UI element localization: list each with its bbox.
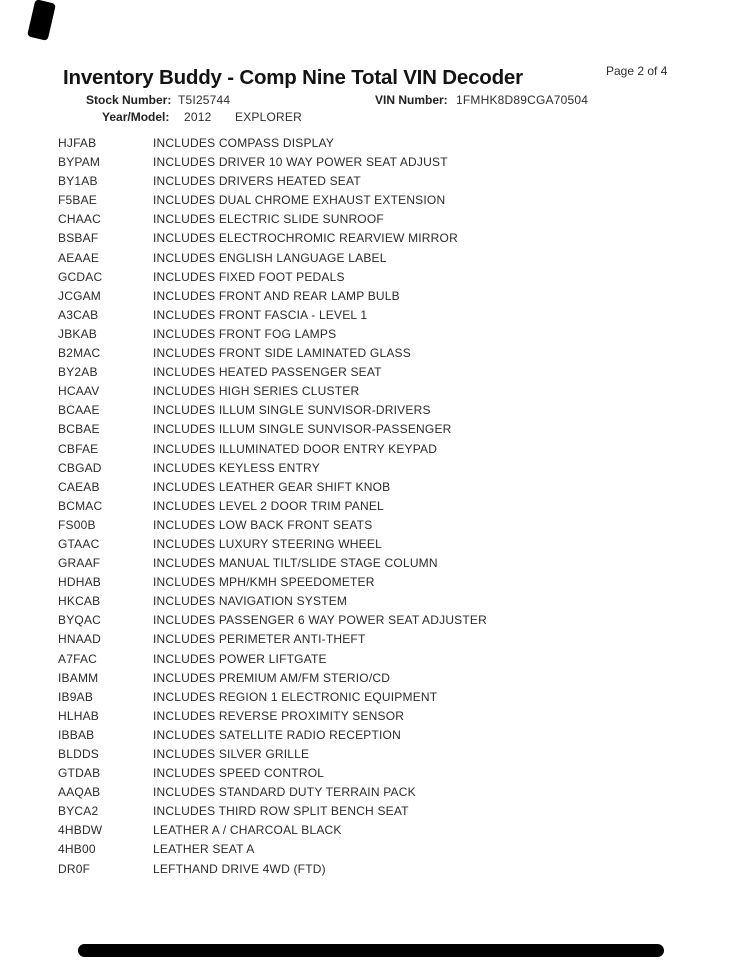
options-list [58, 136, 732, 881]
option-code: BCMAC [58, 498, 103, 513]
option-code: JCGAM [58, 288, 101, 303]
option-description: INCLUDES ELECTRIC SLIDE SUNROOF [153, 212, 384, 227]
vin-number-value: 1FMHK8D89CGA70504 [456, 93, 589, 107]
option-row [58, 480, 732, 499]
option-code: AAQAB [58, 785, 101, 800]
option-row [58, 174, 732, 193]
option-row [58, 499, 732, 518]
option-row [58, 632, 732, 651]
model-value: EXPLORER [235, 110, 302, 124]
option-code: AEAAE [58, 250, 100, 265]
option-row [58, 212, 732, 231]
option-description: INCLUDES NAVIGATION SYSTEM [153, 594, 348, 609]
option-row [58, 671, 732, 690]
option-description: INCLUDES KEYLESS ENTRY [153, 460, 320, 475]
option-description: INCLUDES COMPASS DISPLAY [153, 136, 335, 150]
option-code: BYPAM [58, 155, 101, 170]
option-row [58, 518, 732, 537]
option-row [58, 289, 732, 308]
option-description: INCLUDES FRONT SIDE LAMINATED GLASS [153, 346, 411, 361]
option-code: BY1AB [58, 174, 98, 189]
option-row [58, 690, 732, 709]
option-row [58, 136, 732, 155]
option-code: CBFAE [58, 441, 99, 456]
option-row [58, 766, 732, 785]
option-description: INCLUDES SPEED CONTROL [153, 766, 325, 781]
option-description: INCLUDES ILLUMINATED DOOR ENTRY KEYPAD [153, 441, 438, 456]
option-description: INCLUDES LOW BACK FRONT SEATS [153, 517, 373, 532]
option-code: A3CAB [58, 307, 99, 322]
option-code: B2MAC [58, 346, 101, 361]
option-row [58, 365, 732, 384]
option-description: INCLUDES DRIVERS HEATED SEAT [153, 174, 361, 189]
option-row [58, 251, 732, 270]
scan-artifact-bottom-bar [78, 944, 664, 957]
option-code: BY2AB [58, 365, 98, 380]
option-row [58, 442, 732, 461]
option-code: GTAAC [58, 536, 100, 551]
option-row [58, 422, 732, 441]
option-code: DR0F [58, 861, 91, 876]
option-code: GRAAF [58, 556, 101, 571]
option-code: HCAAV [58, 384, 100, 399]
option-code: BSBAF [58, 231, 99, 246]
page-number: Page 2 of 4 [606, 64, 668, 78]
option-description: INCLUDES FRONT AND REAR LAMP BULB [153, 288, 400, 303]
option-code: BCBAE [58, 422, 100, 437]
option-row [58, 193, 732, 212]
stock-number-label: Stock Number: [86, 93, 172, 107]
option-description: INCLUDES LUXURY STEERING WHEEL [153, 536, 382, 551]
year-value: 2012 [184, 110, 212, 124]
option-description: INCLUDES ELECTROCHROMIC REARVIEW MIRROR [153, 231, 458, 246]
option-code: A7FAC [58, 651, 98, 666]
option-description: INCLUDES REGION 1 ELECTRONIC EQUIPMENT [153, 689, 438, 704]
option-row [58, 575, 732, 594]
option-row [58, 327, 732, 346]
option-description: INCLUDES HEATED PASSENGER SEAT [153, 365, 382, 380]
scan-artifact-top-left [27, 0, 56, 41]
option-description: INCLUDES PASSENGER 6 WAY POWER SEAT ADJUSTER [153, 613, 487, 628]
option-row [58, 384, 732, 403]
option-description: INCLUDES MANUAL TILT/SLIDE STAGE COLUMN [153, 556, 438, 571]
option-code: BYCA2 [58, 804, 99, 819]
option-description: INCLUDES ENGLISH LANGUAGE LABEL [153, 250, 387, 265]
option-description: INCLUDES FIXED FOOT PEDALS [153, 269, 345, 284]
option-code: GTDAB [58, 766, 101, 781]
option-code: HDHAB [58, 575, 102, 590]
option-code: IB9AB [58, 689, 94, 704]
option-row [58, 709, 732, 728]
option-code: IBBAB [58, 727, 95, 742]
option-description: INCLUDES LEATHER GEAR SHIFT KNOB [153, 479, 391, 494]
option-row [58, 270, 732, 289]
option-row [58, 823, 732, 842]
option-description: INCLUDES ILLUM SINGLE SUNVISOR-PASSENGER [153, 422, 452, 437]
option-row [58, 842, 732, 861]
option-description: INCLUDES FRONT FASCIA - LEVEL 1 [153, 307, 368, 322]
option-row [58, 537, 732, 556]
year-model-label: Year/Model: [102, 110, 170, 124]
option-row [58, 461, 732, 480]
option-code: HJFAB [58, 136, 97, 150]
option-row [58, 308, 732, 327]
option-row [58, 556, 732, 575]
option-row [58, 747, 732, 766]
option-code: CAEAB [58, 479, 100, 494]
option-code: 4HBDW [58, 823, 103, 838]
option-description: LEATHER SEAT A [153, 842, 255, 857]
option-code: F5BAE [58, 193, 98, 208]
option-code: CBGAD [58, 460, 102, 475]
option-row [58, 155, 732, 174]
option-row [58, 403, 732, 422]
option-description: INCLUDES DUAL CHROME EXHAUST EXTENSION [153, 193, 446, 208]
option-row [58, 346, 732, 365]
option-description: INCLUDES PERIMETER ANTI-THEFT [153, 632, 366, 647]
option-row [58, 804, 732, 823]
option-code: HLHAB [58, 708, 100, 723]
option-row [58, 613, 732, 632]
option-code: BYQAC [58, 613, 102, 628]
option-code: JBKAB [58, 326, 98, 341]
option-code: BCAAE [58, 403, 100, 418]
option-code: BLDDS [58, 747, 100, 761]
option-row [58, 594, 732, 613]
option-description: INCLUDES REVERSE PROXIMITY SENSOR [153, 708, 405, 723]
option-description: INCLUDES SILVER GRILLE [153, 747, 310, 761]
option-code: CHAAC [58, 212, 102, 227]
option-description: LEATHER A / CHARCOAL BLACK [153, 823, 342, 838]
option-description: INCLUDES DRIVER 10 WAY POWER SEAT ADJUST [153, 155, 448, 170]
option-description: INCLUDES LEVEL 2 DOOR TRIM PANEL [153, 498, 384, 513]
option-code: GCDAC [58, 269, 103, 284]
option-description: INCLUDES SATELLITE RADIO RECEPTION [153, 727, 401, 742]
page-title: Inventory Buddy - Comp Nine Total VIN Decoder [63, 66, 523, 89]
option-row [58, 652, 732, 671]
option-description: INCLUDES FRONT FOG LAMPS [153, 326, 337, 341]
option-code: FS00B [58, 517, 96, 532]
option-row [58, 862, 732, 881]
option-code: 4HB00 [58, 842, 96, 857]
option-description: INCLUDES THIRD ROW SPLIT BENCH SEAT [153, 804, 409, 819]
option-code: IBAMM [58, 670, 99, 685]
option-description: LEFTHAND DRIVE 4WD (FTD) [153, 861, 326, 876]
option-description: INCLUDES POWER LIFTGATE [153, 651, 327, 666]
option-code: HKCAB [58, 594, 101, 609]
option-row [58, 728, 732, 747]
option-description: INCLUDES HIGH SERIES CLUSTER [153, 384, 360, 399]
option-row [58, 231, 732, 250]
option-description: INCLUDES MPH/KMH SPEEDOMETER [153, 575, 375, 590]
stock-number-value: T5I25744 [178, 93, 231, 107]
option-row [58, 785, 732, 804]
option-description: INCLUDES ILLUM SINGLE SUNVISOR-DRIVERS [153, 403, 431, 418]
vin-number-label: VIN Number: [375, 93, 448, 107]
option-description: INCLUDES PREMIUM AM/FM STERIO/CD [153, 670, 391, 685]
option-description: INCLUDES STANDARD DUTY TERRAIN PACK [153, 785, 416, 800]
option-code: HNAAD [58, 632, 102, 647]
